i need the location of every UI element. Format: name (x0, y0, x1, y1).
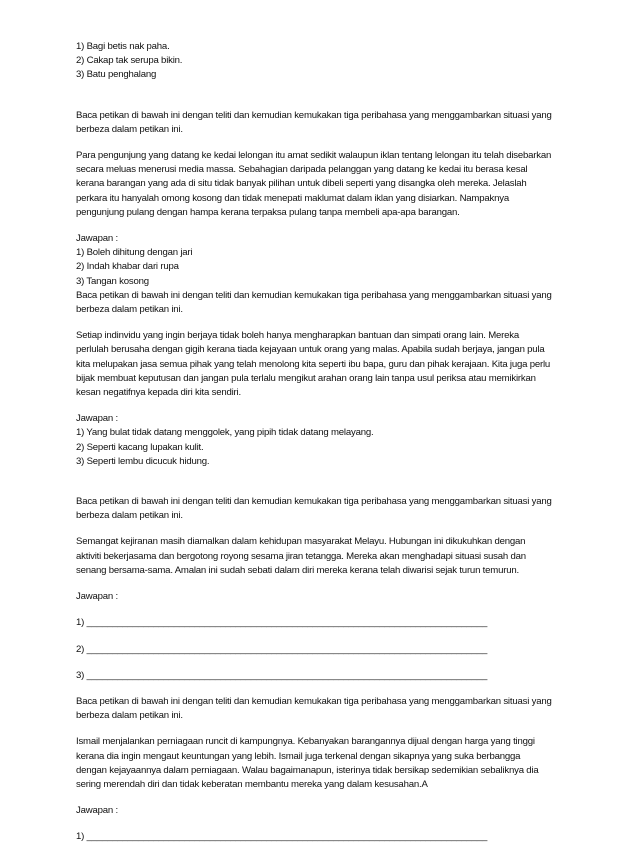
intro-answers (76, 40, 576, 83)
instruction: Baca petikan di bawah ini dengan teliti dan kemudian kemukakan tiga peribahasa yang menggambarkan situasi yang berbeza dalam petikan ini. (76, 289, 552, 316)
answer-line: 2) Indah khabar dari rupa (76, 261, 179, 273)
answer-line: 3) Batu penghalang (76, 69, 157, 81)
answer-line: 2) Seperti kacang lupakan kulit. (76, 441, 204, 453)
passage-4: Ismail menjalankan perniagaan runcit di kampungnya. Kebanyakan barangannya dijual dengan harga yang tinggi kerana dia ingin mengaut keuntungan yang lebih. Ismail juga terkenal dengan sikapnya yang suka berbangga dengan kejayaannya dalam perniagaan. Walau bagaimanapun, isterinya tidak bersikap sedemikian sebaliknya dia sering merendah diri dan tidak keberatan membantu mereka yang dalam kesusahan.A (76, 736, 539, 790)
jawapan-label: Jawapan : (76, 805, 118, 817)
answer-line: 3) Tangan kosong (76, 275, 149, 287)
instruction: Baca petikan di bawah ini dengan teliti dan kemudian kemukakan tiga peribahasa yang menggambarkan situasi yang berbeza dalam petikan ini. (76, 109, 552, 135)
passage-1: Para pengunjung yang datang ke kedai lelongan itu amat sedikit walaupun iklan tentang lelongan itu telah disebarkan secara meluas menerusi media massa. Sebahagian daripada pelanggan yang datang ke kedai itu berasa kesal kerana barangan yang ada di situ tidak banyak pilihan untuk dibeli seperti yang disangka oleh mereka. Jelaslah perkara itu hanyalah omong kosong dan tidak menepati maklumat dalam iklan yang disiarkan. Nampaknya pengunjung pulang dengan hampa kerana terpaksa pulang tanpa membeli apa-apa barangan. (76, 150, 552, 218)
instruction: Baca petikan di bawah ini dengan teliti dan kemudian kemukakan tiga peribahasa yang menggambarkan situasi yang berbeza dalam petikan ini. (76, 496, 552, 522)
answer-blank-1[interactable]: 1) ______________________________________________________________________________ (76, 617, 488, 629)
answer-blank-3[interactable]: 3) ______________________________________________________________________________ (76, 669, 488, 681)
answer-line: 2) Cakap tak serupa bikin. (76, 55, 183, 67)
instruction: Baca petikan di bawah ini dengan teliti dan kemudian kemukakan tiga peribahasa yang menggambarkan situasi yang berbeza dalam petikan ini. (76, 695, 552, 722)
answer-line: 1) Boleh dihitung dengan jari (76, 247, 193, 259)
jawapan-label: Jawapan : (76, 233, 118, 245)
answers-2 (76, 426, 576, 469)
passage-3: Semangat kejiranan masih diamalkan dalam kehidupan masyarakat Melayu. Hubungan ini dikukuhkan dengan aktiviti bekerjasama dan bergotong royong sesama jiran tetangga. Mereka akan menghadapi situasi susah dan senang bersama-sama. Amalan ini sudah sebati dalam diri mereka kerana telah diwarisi sejak turun temurun. (76, 536, 526, 576)
passage-2: Setiap indinvidu yang ingin berjaya tidak boleh hanya mengharapkan bantuan dan simpati orang lain. Mereka perlulah berusaha dengan gigih kerana tiada kejayaan untuk orang yang malas. Apabila sudah berjaya, jangan pula kita melupakan jasa semua pihak yang telah menolong kita seperti ibu bapa, guru dan pihak kerajaan. Kita juga perlu bijak membuat keputusan dan jangan pula terlalu mengikut arahan orang lain tanpa usul periksa atau memikirkan kesan negatifnya kepada diri kita sendiri. (76, 330, 551, 399)
answer-blank-1[interactable]: 1) ______________________________________________________________________________ (76, 831, 488, 843)
jawapan-label: Jawapan : (76, 413, 118, 425)
answer-line: 3) Seperti lembu dicucuk hidung. (76, 455, 210, 467)
document-page (76, 40, 576, 845)
jawapan-label: Jawapan : (76, 591, 118, 603)
answer-line: 1) Bagi betis nak paha. (76, 41, 170, 52)
answer-line: 1) Yang bulat tidak datang menggolek, yang pipih tidak datang melayang. (76, 427, 374, 439)
answers-1 (76, 246, 576, 289)
answer-blank-2[interactable]: 2) ______________________________________________________________________________ (76, 643, 488, 655)
